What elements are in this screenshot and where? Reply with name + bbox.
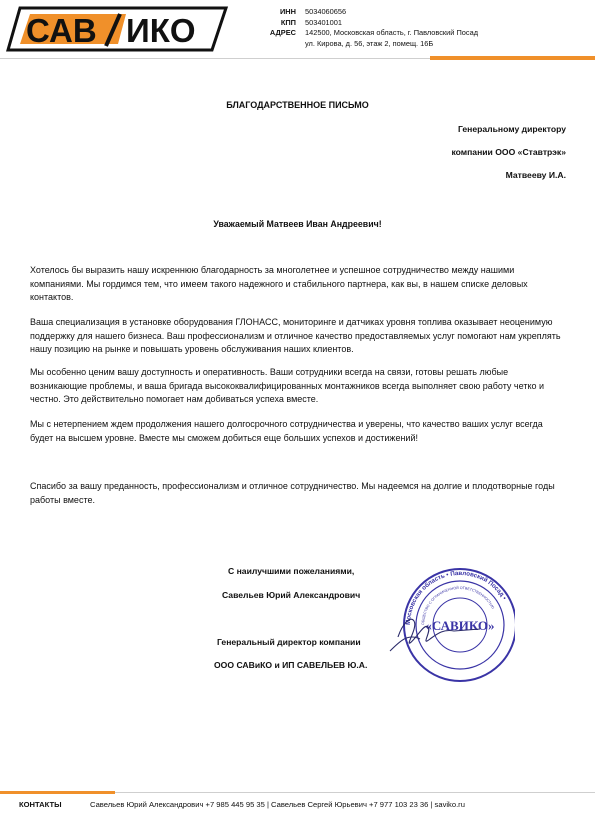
company-stamp xyxy=(380,565,515,685)
requisite-row xyxy=(262,18,478,29)
body-paragraph: Спасибо за вашу преданность, профессионализм и отличное сотрудничество. Мы надеемся на долгие и плодотворные годы работы вместе. xyxy=(30,481,555,505)
requisite-value: 142500, Московская область, г. Павловский Посад xyxy=(305,28,479,38)
requisite-row xyxy=(262,7,478,18)
salutation: Уважаемый Матвеев Иван Андреевич! xyxy=(213,219,382,229)
requisite-row xyxy=(262,39,478,50)
body-paragraph: Хотелось бы выразить нашу искреннюю благодарность за многолетнее и успешное сотрудничество между нашими компаниями. Мы гордимся тем, что имеем такого надежного и стабильного партнера, как вы, в нашем списке деловых контактов. xyxy=(30,265,528,303)
body-paragraph: Мы с нетерпением ждем продолжения нашего долгосрочного сотрудничества и уверены, что качество ваших услуг всегда будет на высшем уровне. Вместе мы сможем добиться еще больших успехов и достижений! xyxy=(30,419,543,443)
addressee-line: Матвееву И.А. xyxy=(505,170,566,180)
footer-contacts-label: КОНТАКТЫ xyxy=(19,800,62,809)
footer-contacts-text: Савельев Юрий Александрович +7 985 445 95 35 | Савельев Сергей Юрьевич +7 977 103 23 36 | saviko.ru xyxy=(90,800,465,809)
letter-title: БЛАГОДАРСТВЕННОЕ ПИСЬМО xyxy=(226,100,369,110)
body-paragraph: Мы особенно ценим вашу доступность и оперативность. Ваши сотрудники всегда на связи, готовы решать любые возникающие проблемы, и ваша бригада высококвалифицированных монтажников всегда выполняет свою работу четко и честно. Это действительно помогает нам добиваться успеха вместе. xyxy=(30,367,545,405)
stamp-ring-text: Московская область • Павловский Посад • xyxy=(404,569,508,626)
header-accent-line xyxy=(430,56,595,60)
logo-text-right: ИКО xyxy=(126,12,196,49)
signer-name: Савельев Юрий Александрович xyxy=(222,590,361,600)
requisite-key: КПП xyxy=(280,17,296,27)
addressee-line: Генеральному директору xyxy=(457,124,566,134)
signature-stroke xyxy=(390,637,420,651)
requisite-value: 5034060656 xyxy=(305,7,347,16)
requisite-value: 503401001 xyxy=(305,17,342,27)
footer-accent-line xyxy=(0,791,115,794)
requisite-key: АДРЕС xyxy=(269,28,296,38)
stamp-inner-text: ОБЩЕСТВО С ОГРАНИЧЕННОЙ ОТВЕТСТВЕННОСТЬЮ xyxy=(420,585,495,626)
body-paragraph: Ваша специализация в установке оборудования ГЛОНАСС, мониторинге и датчиках уровня топлива оказывает неоценимую поддержку для нашего бизнеса. Ваш профессионализм и отличное качество предоставляемых услуг помогают нам укреплять нашу позицию на рынке и повышать уровень обслуживания наших клиентов. xyxy=(30,317,561,355)
logo-text-left: САВ xyxy=(26,12,97,49)
stamp-center-text: «САВИКО» xyxy=(425,618,495,633)
company-requisites xyxy=(262,7,478,49)
requisite-value: ул. Кирова, д. 56, этаж 2, помещ. 16Б xyxy=(305,38,434,48)
requisite-row xyxy=(262,28,478,39)
footer-divider xyxy=(115,792,595,793)
addressee-line: компании ООО «Ставтрэк» xyxy=(451,147,566,157)
signer-company: ООО САВиКО и ИП САВЕЛЬЕВ Ю.А. xyxy=(214,660,368,670)
company-logo xyxy=(6,6,238,52)
closing-regards: С наилучшими пожеланиями, xyxy=(228,566,355,576)
signer-position: Генеральный директор компании xyxy=(217,637,361,647)
requisite-key: ИНН xyxy=(280,7,296,16)
requisite-key xyxy=(262,39,296,50)
